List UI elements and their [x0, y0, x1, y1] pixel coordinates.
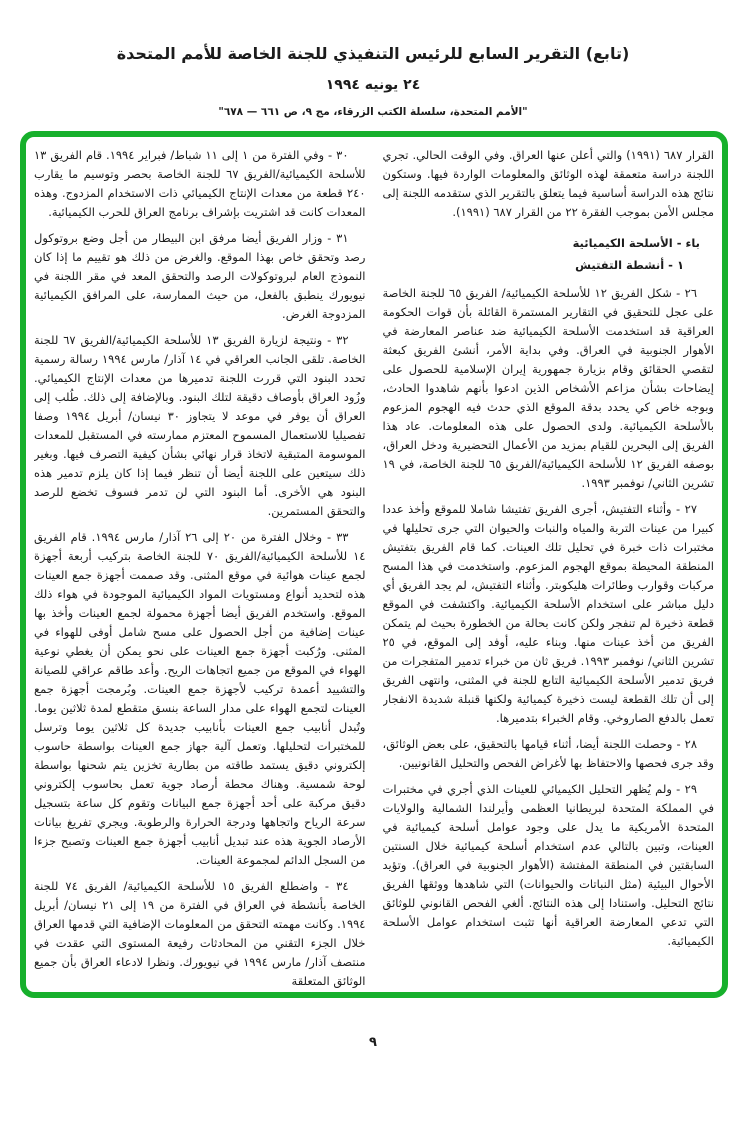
content-frame [20, 131, 728, 998]
paragraph-29: ٢٩ - ولم يُظهر التحليل الكيميائي للعينات الذي أجري في مختبرات في المملكة المتحدة لبريطانيا العظمى وأيرلندا الشمالية والولايات المتحدة الأمريكية ما يدل على وجود عوامل أسلحة كيميائية في العينات، وتبين بالتالي عدم استخدام أسلحة كيميائية خلال السنتين السابقتين في المنطقة المفتشة (الأهوار الجنوبية في العراق). وتؤيد الأحوال البيئية (مثل النباتات والحيوانات) التي شاهدها ووثقها الفريق نتائج التحليل. واستنادا إلى هذه النتائج. ألغي الفحص القانوني للوثائق التي تدعي المعارضة العراقية أنها تثبت استخدام عوامل الأسلحة الكيميائية. [382, 782, 714, 948]
paragraph-26: ٢٦ - شكل الفريق ١٢ للأسلحة الكيميائية/ الفريق ٦٥ للجنة الخاصة على عجل للتحقيق في التقارير المستمرة القائلة بأن قوات الحكومة العراقية قد استخدمت الأسلحة الكيميائية ضد عناصر المعارضة في الأهوار الجنوبية في العراق. وفي بداية الأمر، أنشئ الفريق كبعثة لتقصي الحقائق وقام بزيارة جمهورية إيران الإسلامية للحصول على إيضاحات بشأن مزاعم الأشخاص الذين ادعوا بأنهم شاهدوا الحادث، وبوجه خاص كي يحدد بدقة الموقع الذي حدث فيه الهجوم المزعوم بالأسلحة الكيميائية. ولدى الحصول على هذه المعلومات. عاد هذا الفريق إلى البحرين للقيام بمزيد من الأعمال التحضيرية ودخل العراق، بوصفه الفريق ١٢ للأسلحة الكيميائية/الفريق ٦٥ للجنة الخاصة، في ١٩ تشرين الثاني/ نوفمبر ١٩٩٣. [382, 286, 714, 490]
paragraph-32: ٣٢ - ونتيجة لزيارة الفريق ١٣ للأسلحة الكيميائية/الفريق ٦٧ للجنة الخاصة. تلقى الجانب العراقي في ١٤ آذار/ مارس ١٩٩٤ رسالة رسمية تحدد البنود التي قررت اللجنة تدميرها من معدات الإنتاج الكيميائي. وزُود العراق بأوصاف دقيقة لتلك البنود. وبالإضافة إلى ذلك. طُلب إلى العراق أن يوفر في موعد لا يتجاوز ٣٠ نيسان/ أبريل ١٩٩٤ وصفا تفصيليا للاستعمال المسموح المعتزم ممارسته في المستقبل للمعدات الموسومة المتبقية لاتخاذ قرار نهائي بشأن كيفية التصرف فيها. وبغير ذلك سيتعين على اللجنة أيضا أن تنظر فيما إذا كان يلزم تدمير هذه البنود هي الأخرى. أما البنود التي لن تدمر فسوف تخضع للرصد والتحقق المستمرين. [34, 333, 366, 518]
paragraph-34: ٣٤ - واضطلع الفريق ١٥ للأسلحة الكيميائية/ الفريق ٧٤ للجنة الخاصة بأنشطة في العراق في الفترة من ١٩ إلى ٢١ نيسان/ أبريل ١٩٩٤. وكانت مهمته التحقق من المعلومات الإضافية التي قدمها العراق خلال الجزء التقني من المحادثات رفيعة المستوى التي عقدت في منتصف آذار/ مارس ١٩٩٤ في نيويورك. ونظرا لادعاء العراق بأن جميع الوثائق المتعلقة [34, 879, 366, 988]
section-heading-chemical-weapons: باء - الأسلحة الكيميائية [572, 236, 700, 250]
paragraph-28: ٢٨ - وحصلت اللجنة أيضا، أثناء قيامها بالتحقيق، على بعض الوثائق، وقد جرى فحصها والاحتفاظ بها لأغراض الفحص والتحليل القانونيين. [382, 737, 714, 770]
two-column-layout [26, 137, 722, 992]
page-header [0, 44, 746, 118]
column-left [34, 146, 366, 992]
page-number: ٩ [369, 1035, 377, 1050]
subsection-heading-inspection-activities: ١ - أنشطة التفتيش [575, 258, 684, 272]
source-citation: "الأمم المتحدة، سلسلة الكتب الزرقاء، مج ٩، ص ٦٦١ — ٦٧٨" [218, 106, 528, 118]
document-date: ٢٤ يونيه ١٩٩٤ [325, 77, 421, 93]
paragraph-27: ٢٧ - وأثناء التفتيش، أجرى الفريق تفتيشا شاملا للموقع وأخذ عددا كبيرا من عينات التربة والمياه والنبات والحيوان التي جرى تحليلها في مختبرات ذات خبرة في تحليل تلك العينات. كما قام الفريق بتفتيش المنطقة المحيطة بموقع الهجوم المزعوم. واستخدمت في هذا المسح مركبات وقوارب وطائرات هليكوبتر. وأثناء التفتيش، لم يجد الفريق أي دليل مباشر على استخدام الأسلحة الكيميائية. واكتشفت في الموقع قطعة ذخيرة لم تنفجر ولكن كانت بحالة من الخطورة بحيث لم يتمكن الفريق من أخذ عينات منها. وبناء عليه، أوفد إلى الموقع، في ٢٥ تشرين الثاني/ نوفمبر ١٩٩٣. فريق ثان من خبراء تدمير المتفجرات من فريق تدمير الأسلحة الكيميائية التابع للجنة في المثنى، وانتهى الفريق إلى أن تلك القطعة ليست ذخيرة كيميائية ولكنها قنبلة شديدة الانفجار تعمل بالدفع الصاروخي. وقام الخبراء بتدميرها. [382, 502, 714, 725]
paragraph-31: ٣١ - وزار الفريق أيضا مرفق ابن البيطار من أجل وضع بروتوكول رصد وتحقق خاص بهذا الموقع. والغرض من ذلك هو تقييم ما إذا كان النموذج العام لبروتوكولات الرصد والتحقق المعد في مقر اللجنة في نيويورك ينطبق بالفعل، من حيث الممارسة، على المرافق الكيميائية المزدوجة الغرض. [34, 231, 366, 321]
paragraph-30: ٣٠ - وفي الفترة من ١ إلى ١١ شباط/ فبراير ١٩٩٤. قام الفريق ١٣ للأسلحة الكيميائية/الفريق ٦٧ للجنة الخاصة بحصر وتوسيم ما يقارب ٢٤٠ قطعة من معدات الإنتاج الكيميائي ذات الاستخدام المزدوج. وهذه المعدات كانت قد اشتريت بإشراف برنامج العراق للحرب الكيميائية. [34, 148, 366, 219]
document-title: (تابع) التقرير السابع للرئيس التنفيذي للجنة الخاصة للأمم المتحدة [116, 44, 630, 63]
paragraph-continuation: القرار ٦٨٧ (١٩٩١) والتي أعلن عنها العراق. وفي الوقت الحالي. تجري اللجنة دراسة متعمقة لهذه الوثائق والمعلومات الواردة فيها. وستكون نتائج هذه الدراسة أساسية فيما يتعلق بالتقرير الذي ستقدمه اللجنة إلى مجلس الأمن بموجب الفقرة ٢٢ من القرار ٦٨٧ (١٩٩١). [382, 148, 714, 219]
paragraph-33: ٣٣ - وخلال الفترة من ٢٠ إلى ٢٦ آذار/ مارس ١٩٩٤. قام الفريق ١٤ للأسلحة الكيميائية/الفريق ٧٠ للجنة الخاصة بتركيب أربعة أجهزة لجمع عينات هوائية في موقع المثنى. وقد صممت أجهزة جمع العينات هذه لتحديد أنواع ومستويات المواد الكيميائية الموجودة في هواء ذلك الموقع. واستخدم الفريق أيضا أجهزة محمولة لجمع العينات وأخذ بها عينات إضافية من أجل الحصول على مسح شامل أوفى للهواء في المثنى. ورُكبت أجهزة جمع العينات على نحو يمكن أن يغطي نوعية الهواء في الموقع من جميع اتجاهات الريح. وأعد طاقم عراقي للصيانة والتشييد أعمدة تركيب لأجهزة جمع العينات. وبُرمجت أجهزة جمع العينات لتجمع الهواء على مدار الساعة بنسق متقطع لمدة ثلاثين يوما. وتُبدل أنابيب جمع العينات بأنابيب جديدة كل ثلاثين يوما وترسل للمختبرات لتحليلها. وتعمل آلية جهاز جمع العينات بواسطة حاسوب إلكتروني دقيق يستمد طاقته من بطارية تخزين يتم شحنها بواسطة لوحة شمسية. وهناك محطة أرصاد جوية تعمل بحاسوب إلكتروني دقيق مركبة على أحد أجهزة جمع البيانات وتقوم كل ساعة بتسجيل سرعة الرياح واتجاهها ودرجة الحرارة والرطوبة. ويجري تفريغ بيانات الأرصاد الجوية هذه عند تبديل أنابيب أجهزة جمع العينات وتصبح جزءا من السجل الدائم لمجموعة العينات. [34, 530, 366, 867]
column-right [383, 146, 715, 992]
